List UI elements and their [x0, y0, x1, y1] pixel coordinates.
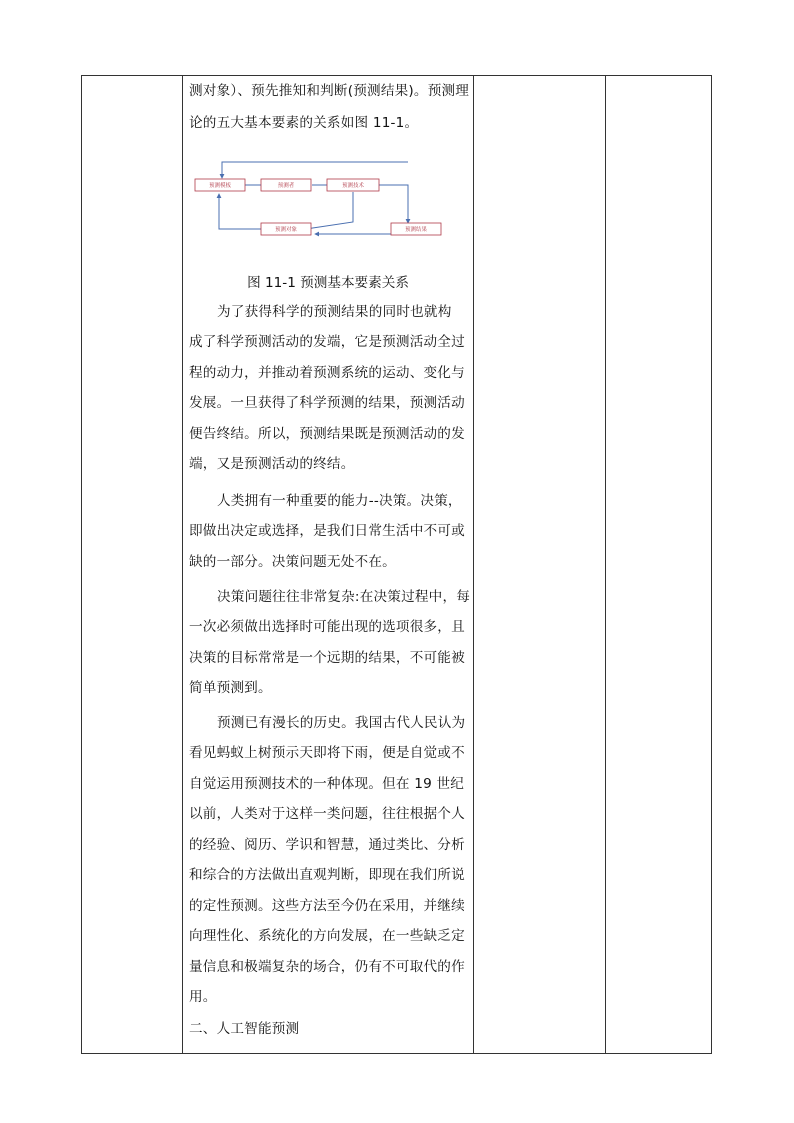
para1-line6: 端，又是预测活动的终结。 — [189, 456, 355, 472]
elements-diagram — [193, 160, 443, 240]
box-result-label: 预测结果 — [404, 227, 428, 233]
para2-line3: 缺的一部分。决策问题无处不在。 — [189, 554, 396, 570]
para4-line10: 用。 — [189, 989, 217, 1005]
intro-line-2: 论的五大基本要素的关系如图 11-1。 — [189, 115, 419, 131]
section-heading: 二、人工智能预测 — [189, 1021, 300, 1037]
para1-line4: 发展。一旦获得了科学预测的结果，预测活动 — [189, 395, 465, 411]
arrow-technique-to-object — [306, 192, 353, 229]
para3-line1: 决策问题往往非常复杂:在决策过程中，每 — [217, 589, 471, 605]
para4-line7: 的定性预测。这些方法至今仍在采用，并继续 — [189, 898, 465, 914]
content-cell — [183, 76, 473, 1053]
para4-line1: 预测已有漫长的历史。我国古代人民认为 — [217, 715, 466, 731]
para4-line2: 看见蚂蚁上树预示天即将下雨，便是自觉或不 — [189, 745, 465, 761]
column-divider — [605, 76, 606, 1053]
para3-line4: 简单预测到。 — [189, 680, 272, 696]
para4-line6: 和综合的方法做出直观判断，即现在我们所说 — [189, 867, 465, 883]
para1-line5: 便告终结。所以，预测结果既是预测活动的发 — [189, 426, 465, 442]
para2-line1: 人类拥有一种重要的能力--决策。决策， — [217, 493, 462, 509]
para1-line1: 为了获得科学的预测结果的同时也就构 — [217, 304, 452, 320]
box-technique-label: 预测技术 — [341, 183, 365, 189]
figure-caption: 图 11-1 预测基本要素关系 — [247, 275, 409, 291]
para1-line3: 程的动力，并推动着预测系统的运动、变化与 — [189, 365, 465, 381]
para2-line2: 即做出决定或选择，是我们日常生活中不可或 — [189, 523, 465, 539]
para4-line5: 的经验、阅历、学识和智慧，通过类比、分析 — [189, 837, 465, 853]
para4-line4: 以前，人类对于这样一类问题，往往根据个人 — [189, 806, 465, 822]
para3-line3: 决策的目标常常是一个远期的结果，不可能被 — [189, 650, 465, 666]
para3-line2: 一次必须做出选择时可能出现的选项很多，且 — [189, 619, 465, 635]
para4-line8: 向理性化、系统化的方向发展，在一些缺乏定 — [189, 928, 465, 944]
box-method-label: 预测模板 — [208, 183, 232, 189]
lesson-table — [81, 75, 712, 1054]
box-object-label: 预测对象 — [274, 227, 298, 233]
para1-line2: 成了科学预测活动的发端，它是预测活动全过 — [189, 334, 465, 350]
column-divider — [473, 76, 474, 1053]
box-forecaster-label: 预测者 — [277, 183, 295, 189]
arrow-result-to-method — [222, 162, 408, 178]
para4-line9: 量信息和极端复杂的场合，仍有不可取代的作 — [189, 959, 465, 975]
para4-line3: 自觉运用预测技术的一种体现。但在 19 世纪 — [189, 776, 465, 792]
intro-line-1: 测对象）、预先推知和判断(预测结果)。预测理 — [189, 83, 470, 99]
